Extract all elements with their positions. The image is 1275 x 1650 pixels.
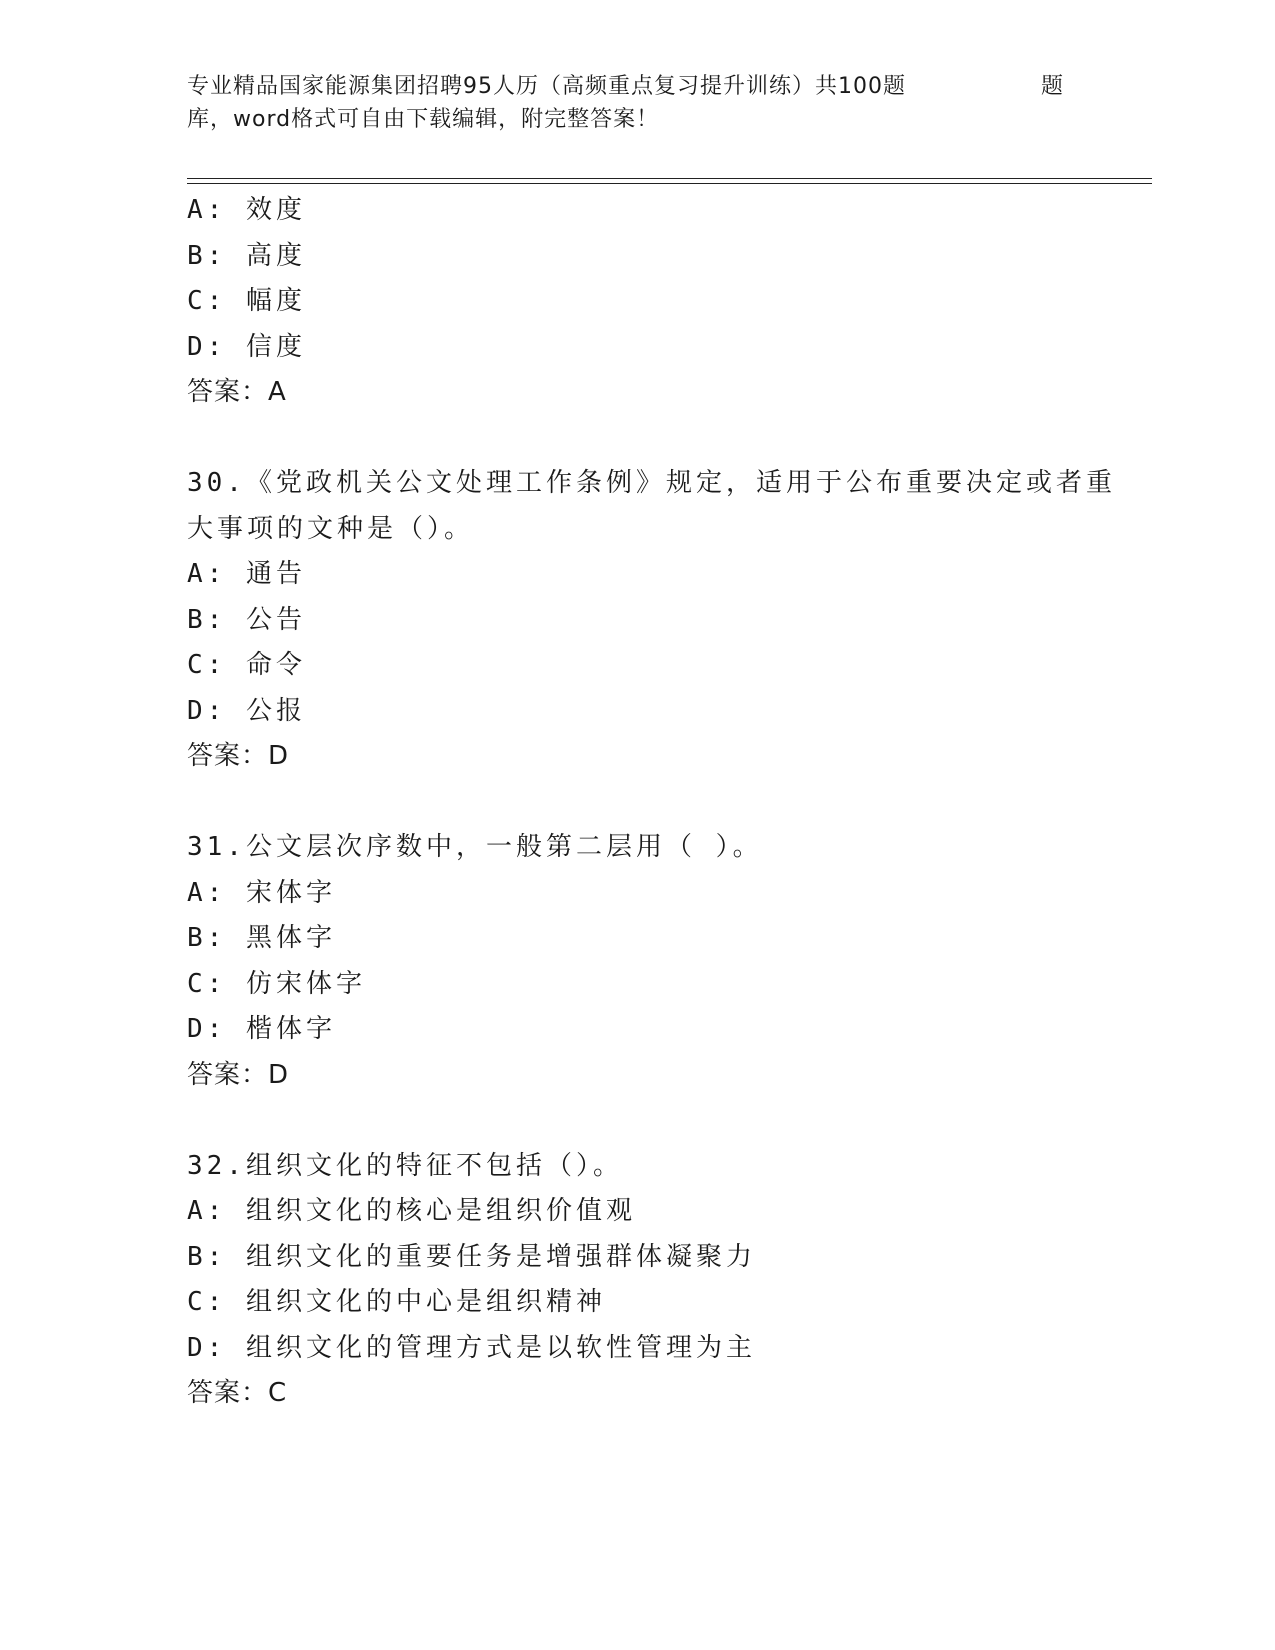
option-d: D: 楷体字 bbox=[187, 1014, 336, 1044]
spacer bbox=[187, 1098, 1147, 1144]
option-a: A: 效度 bbox=[187, 195, 306, 225]
option-b: B: 公告 bbox=[187, 604, 306, 635]
spacer bbox=[187, 780, 1147, 826]
question-stem-line-1: 30.《党政机关公文处理工作条例》规定，适用于公布重要决定或者重 bbox=[187, 468, 1116, 498]
header-title-line-2: 库，word格式可自由下载编辑，附完整答案！ bbox=[187, 107, 660, 132]
header-divider-bottom bbox=[187, 183, 1152, 184]
question-block-30 bbox=[187, 461, 1147, 780]
header-title-tail: 题 bbox=[1041, 74, 1064, 99]
question-block-31 bbox=[187, 825, 1147, 1098]
answer-text: 答案：D bbox=[187, 1059, 290, 1090]
option-a: A: 宋体字 bbox=[187, 877, 336, 908]
document-header bbox=[187, 70, 1087, 136]
option-c: C: 命令 bbox=[187, 650, 306, 680]
option-d: D: 信度 bbox=[187, 331, 306, 362]
option-d: D: 组织文化的管理方式是以软性管理为主 bbox=[187, 1332, 756, 1363]
question-stem-line-1: 31.公文层次序数中，一般第二层用（ ）。 bbox=[187, 832, 763, 862]
option-c: C: 幅度 bbox=[187, 286, 306, 316]
option-a: A: 通告 bbox=[187, 559, 306, 589]
option-c: C: 仿宋体字 bbox=[187, 968, 366, 999]
option-c: C: 组织文化的中心是组织精神 bbox=[187, 1287, 606, 1317]
option-d: D: 公报 bbox=[187, 695, 306, 726]
option-b: B: 组织文化的重要任务是增强群体凝聚力 bbox=[187, 1241, 756, 1272]
question-block-32 bbox=[187, 1144, 1147, 1417]
question-stem-line-2: 大事项的文种是（）。 bbox=[187, 513, 475, 544]
header-title-line-1: 专业精品国家能源集团招聘95人历（高频重点复习提升训练）共100题 bbox=[187, 74, 906, 99]
answer-text: 答案：C bbox=[187, 1378, 288, 1408]
question-list bbox=[187, 188, 1147, 1417]
answer-text: 答案：D bbox=[187, 741, 290, 771]
spacer bbox=[187, 416, 1147, 462]
option-b: B: 高度 bbox=[187, 240, 306, 271]
question-stem-line-1: 32.组织文化的特征不包括（）。 bbox=[187, 1150, 623, 1181]
option-b: B: 黑体字 bbox=[187, 923, 336, 953]
question-block-29 bbox=[187, 188, 1147, 416]
header-divider-top bbox=[187, 178, 1152, 179]
option-a: A: 组织文化的核心是组织价值观 bbox=[187, 1196, 636, 1226]
answer-text: 答案：A bbox=[187, 377, 287, 407]
